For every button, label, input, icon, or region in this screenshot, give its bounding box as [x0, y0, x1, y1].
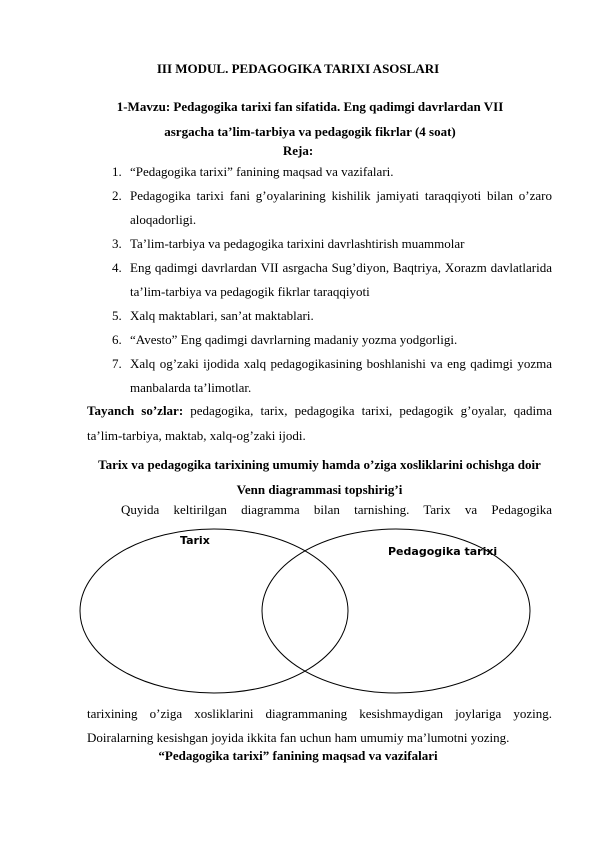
- section-title: “Pedagogika tarixi” fanining maqsad va vazifalari: [158, 748, 438, 763]
- plan-item-number: 1.: [112, 164, 122, 179]
- keywords-text: pedagogika, tarix, pedagogika tarixi, pedagogik g’oyalar, qadima ta’lim-tarbiya, maktab, xalq-og’zaki ijodi.: [87, 403, 552, 443]
- plan-item: [100, 160, 552, 184]
- plan-item-text: “Pedagogika tarixi” fanining maqsad va vazifalari.: [130, 164, 394, 179]
- task-title: Tarix va pedagogika tarixining umumiy hamda o’ziga xosliklarini ochishga doir Venn diagrammasi topshirig’i: [98, 457, 541, 497]
- plan-heading: Reja:: [282, 143, 314, 158]
- module-title: III MODUL. PEDAGOGIKA TARIXI ASOSLARI: [156, 61, 440, 76]
- venn-left-label: Tarix: [180, 534, 210, 547]
- plan-item-number: 4.: [112, 260, 122, 275]
- plan-item-number: 5.: [112, 308, 122, 323]
- plan-item-text: Xalq og’zaki ijodida xalq pedagogikasining boshlanishi va eng qadimgi yozma manbalarda ta’limotlar.: [130, 356, 552, 395]
- plan-item-number: 3.: [112, 236, 122, 251]
- plan-item: [100, 232, 552, 256]
- plan-item: [100, 304, 552, 328]
- plan-item: [100, 328, 552, 352]
- plan-item-text: Ta’lim-tarbiya va pedagogika tarixini davrlashtirish muammolar: [130, 236, 465, 251]
- plan-item-text: Eng qadimgi davrlardan VII asrgacha Sug’diyon, Baqtriya, Xorazm davlatlarida ta’lim-tarbiya va pedagogik fikrlar taraqqiyoti: [130, 260, 552, 299]
- venn-right-label: Pedagogika tarixi: [388, 545, 498, 558]
- topic-title: 1-Mavzu: Pedagogika tarixi fan sifatida. Eng qadimgi davrlardan VII asrgacha ta’lim-tarbiya va pedagogik fikrlar (4 soat): [116, 99, 504, 139]
- plan-item-number: 2.: [112, 188, 122, 203]
- venn-left-circle: [80, 529, 348, 693]
- keywords-label: Tayanch so’zlar:: [87, 403, 184, 418]
- keywords-paragraph: [87, 398, 552, 448]
- plan-item: [100, 256, 552, 304]
- task-intro: Quyida keltirilgan diagramma bilan tarnishing. Tarix va Pedagogika: [121, 502, 552, 517]
- plan-item-number: 6.: [112, 332, 122, 347]
- plan-item-text: Pedagogika tarixi fani g’oyalarining kishilik jamiyati taraqqiyoti bilan o’zaro aloqadorligi.: [130, 188, 552, 227]
- venn-diagram: [76, 527, 536, 695]
- plan-item-text: “Avesto” Eng qadimgi davrlarning madaniy yozma yodgorligi.: [130, 332, 458, 347]
- plan-item-text: Xalq maktablari, san’at maktablari.: [130, 308, 314, 323]
- task-continued: tarixining o’ziga xosliklarini diagrammaning kesishmaydigan joylariga yozing. Doiralarning kesishgan joyida ikkita fan uchun ham umumiy ma’lumotni yozing.: [87, 706, 552, 745]
- plan-item-number: 7.: [112, 356, 122, 371]
- plan-list: [100, 160, 552, 400]
- plan-item: [100, 184, 552, 232]
- plan-item: [100, 352, 552, 400]
